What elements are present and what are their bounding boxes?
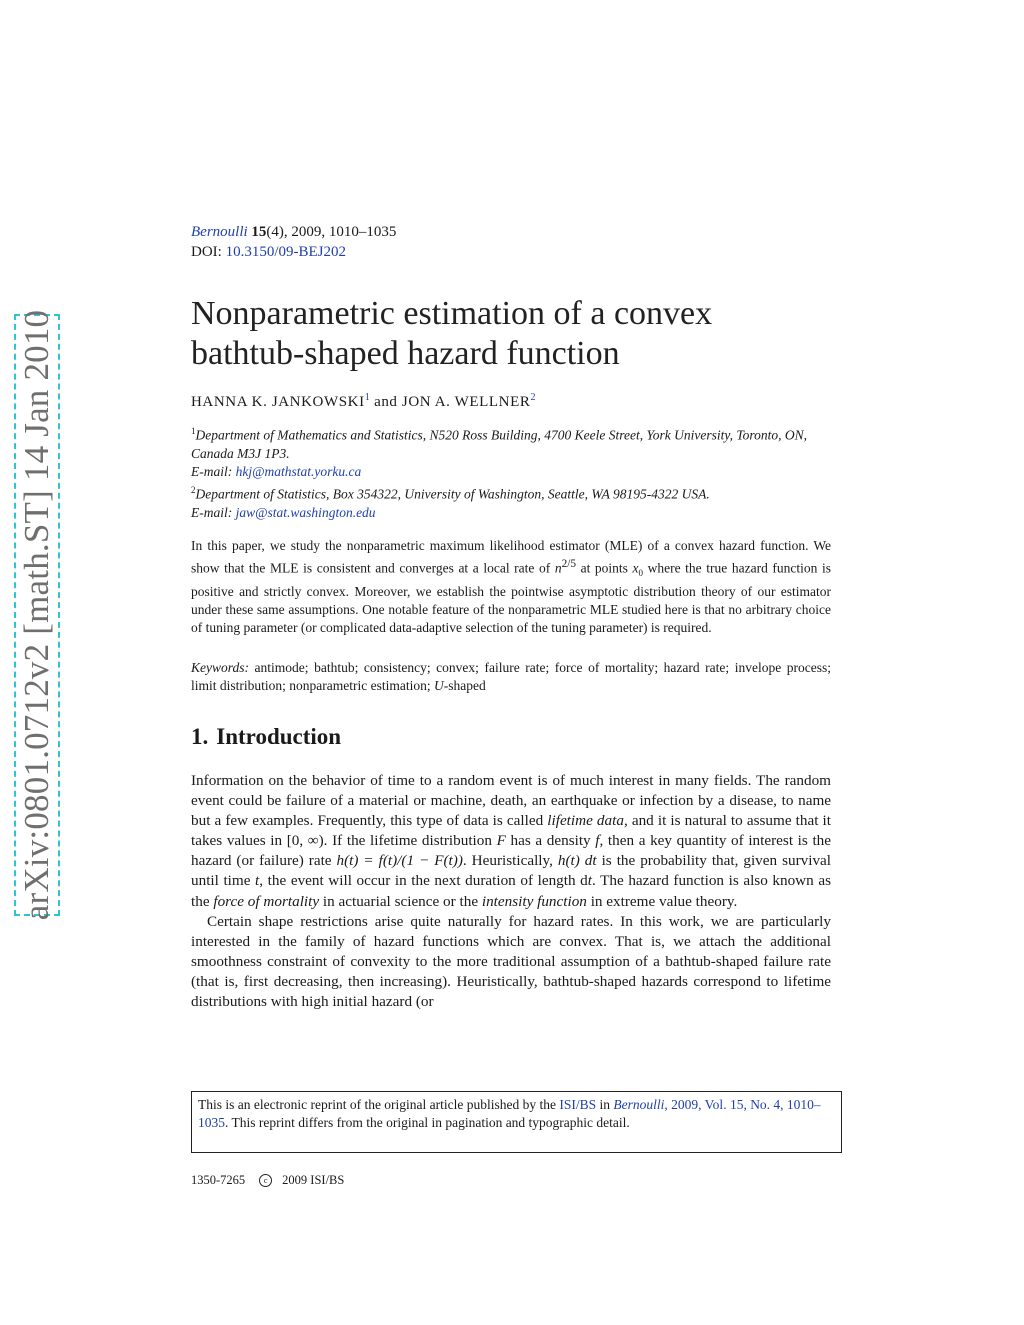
x0-subscript: 0 <box>638 568 644 579</box>
title-line-1: Nonparametric estimation of a convex <box>191 295 713 332</box>
reprint-text-d: . This reprint differs from the original in pagination and typographic detail. <box>225 1115 630 1131</box>
section-heading <box>191 724 341 750</box>
copyright-icon: c <box>259 1174 272 1187</box>
reprint-text-a: This is an electronic reprint of the original article published by the <box>198 1097 560 1112</box>
p1-emphasis-force-of-mortality: force of mortality <box>213 892 320 910</box>
title-line-2: bathtub-shaped hazard function <box>191 335 620 372</box>
affiliation-1-marker: 1 <box>191 426 196 436</box>
p1-symbol-t: t <box>255 872 260 890</box>
body-text <box>191 771 831 1012</box>
affiliation-1-text: Department of Mathematics and Statistics, N520 Ross Building, 4700 Keele Street, York University, Toronto, ON, Canada M3J 1P3. <box>191 427 807 461</box>
keywords-u: U <box>433 678 444 694</box>
volume-number: 15 <box>251 224 267 240</box>
email-2-label: E-mail: <box>191 505 233 521</box>
keywords-text: antimode; bathtub; consistency; convex; failure rate; force of mortality; hazard rate; invelope process; limit distribution; nonparametric estimation; <box>191 660 831 694</box>
doi-label: DOI: <box>191 244 222 260</box>
x0-symbol: x <box>632 560 639 576</box>
abstract-text-a: In this paper, we study the nonparametric maximum likelihood estimator (MLE) of a convex hazard function. We show that the MLE is consistent and converges at a local rate of <box>191 538 831 576</box>
p1-text-10: in extreme value theory. <box>586 892 738 910</box>
p1-hazard-formula: h(t) = f(t)/(1 − F(t)) <box>336 852 463 870</box>
rate-symbol: n <box>554 560 562 576</box>
journal-citation <box>191 222 396 242</box>
author-list <box>191 392 535 411</box>
p1-text-1: Information on the behavior of time to a random event is of much interest in many fields. The random event could be failure of a material or machine, death, an earthquake or infection by a disease, to name but a few examples. Frequently, this type of data is called <box>191 772 831 830</box>
section-title: Introduction <box>216 724 342 749</box>
keywords-label: Keywords: <box>191 660 249 675</box>
p1-text-2: , and it is natural to assume that it takes values in [0, ∞). If the lifetime distribution <box>191 812 831 850</box>
p1-text-5: . Heuristically, <box>462 852 558 870</box>
p1-text-9: in actuarial science or the <box>319 892 482 910</box>
paragraph-2: Certain shape restrictions arise quite naturally for hazard rates. In this work, we are particularly interested in the family of hazard functions which are convex. That is, we attach the additional smoothness constraint of convexity to the more traditional assumption of a bathtub-shaped failure rate (that is, first decreasing, then increasing). Heuristically, bathtub-shaped hazards correspond to lifetime distributions with high initial hazard (or <box>191 912 831 1011</box>
abstract-text-c: where the true hazard function is positive and strictly convex. Moreover, we establish the pointwise asymptotic distribution theory of our estimator under these same assumptions. One notable feature of the nonparametric MLE studied here is that no arbitrary choice of tuning parameter (or complicated data-adaptive selection of the tuning parameter) is required. <box>191 560 831 636</box>
email-1-line <box>191 463 831 481</box>
isi-bs-link[interactable]: ISI/BS <box>559 1097 597 1112</box>
affiliation-2 <box>191 481 831 504</box>
email-1-label: E-mail: <box>191 464 233 480</box>
doi-line <box>191 242 396 262</box>
affiliations <box>191 422 831 522</box>
affiliation-2-text: Department of Statistics, Box 354322, University of Washington, Seattle, WA 98195-4322 USA. <box>195 486 710 502</box>
author-2-affil-marker[interactable]: 2 <box>530 392 536 403</box>
p1-symbol-t2: t <box>587 872 593 890</box>
journal-header <box>191 222 396 262</box>
abstract <box>191 537 831 638</box>
reprint-reference-link[interactable]: 2009, Vol. 15, No. 4, 1010–1035 <box>198 1097 821 1131</box>
copyright-text: 2009 ISI/BS <box>282 1173 345 1187</box>
email-2-line <box>191 504 831 522</box>
author-2: JON A. WELLNER <box>401 394 531 410</box>
p1-symbol-F: F <box>496 832 506 850</box>
issn: 1350-7265 <box>191 1173 246 1187</box>
email-1-link[interactable]: hkj@mathstat.yorku.ca <box>235 464 362 480</box>
reprint-comma: , <box>664 1097 672 1112</box>
reprint-notice <box>191 1091 842 1153</box>
p1-text-4: , then a key quantity of interest is the hazard (or failure) rate <box>191 832 831 870</box>
email-2-link[interactable]: jaw@stat.washington.edu <box>235 505 376 521</box>
rate-exponent: 2/5 <box>561 558 576 571</box>
p1-text-3: has a density <box>505 832 596 850</box>
affiliation-1 <box>191 422 831 463</box>
p1-emphasis-lifetime-data: lifetime data <box>547 812 624 830</box>
author-1-affil-marker[interactable]: 1 <box>364 392 370 403</box>
p1-emphasis-intensity-function: intensity function <box>481 892 587 910</box>
keywords <box>191 659 831 696</box>
paragraph-1 <box>191 771 831 912</box>
abstract-text-b: at points <box>575 560 633 576</box>
doi-link[interactable]: 10.3150/09-BEJ202 <box>225 244 346 260</box>
reprint-journal-link[interactable]: Bernoulli <box>613 1097 665 1112</box>
p1-text-6: is the probability that, given survival until time <box>191 852 832 890</box>
footer <box>191 1173 344 1188</box>
keywords-end: -shaped <box>443 678 486 694</box>
journal-link[interactable]: Bernoulli <box>191 224 248 240</box>
affiliation-2-marker: 2 <box>191 485 196 496</box>
p1-symbol-f: f <box>595 832 600 850</box>
arxiv-identifier[interactable]: arXiv:0801.0712v2 [math.ST] 14 Jan 2010 <box>17 309 56 921</box>
issue-pages: (4), 2009, 1010–1035 <box>266 224 397 240</box>
author-conjunction: and <box>374 394 398 410</box>
paper-title <box>191 294 712 374</box>
author-1: HANNA K. JANKOWSKI <box>191 394 365 410</box>
reprint-text-b: in <box>596 1097 614 1112</box>
p1-text-8: . The hazard function is also known as the <box>191 872 831 910</box>
p1-hdt: h(t) dt <box>557 852 597 870</box>
p1-text-7: , the event will occur in the next duration of length d <box>259 872 588 890</box>
section-number: 1. <box>191 724 209 749</box>
